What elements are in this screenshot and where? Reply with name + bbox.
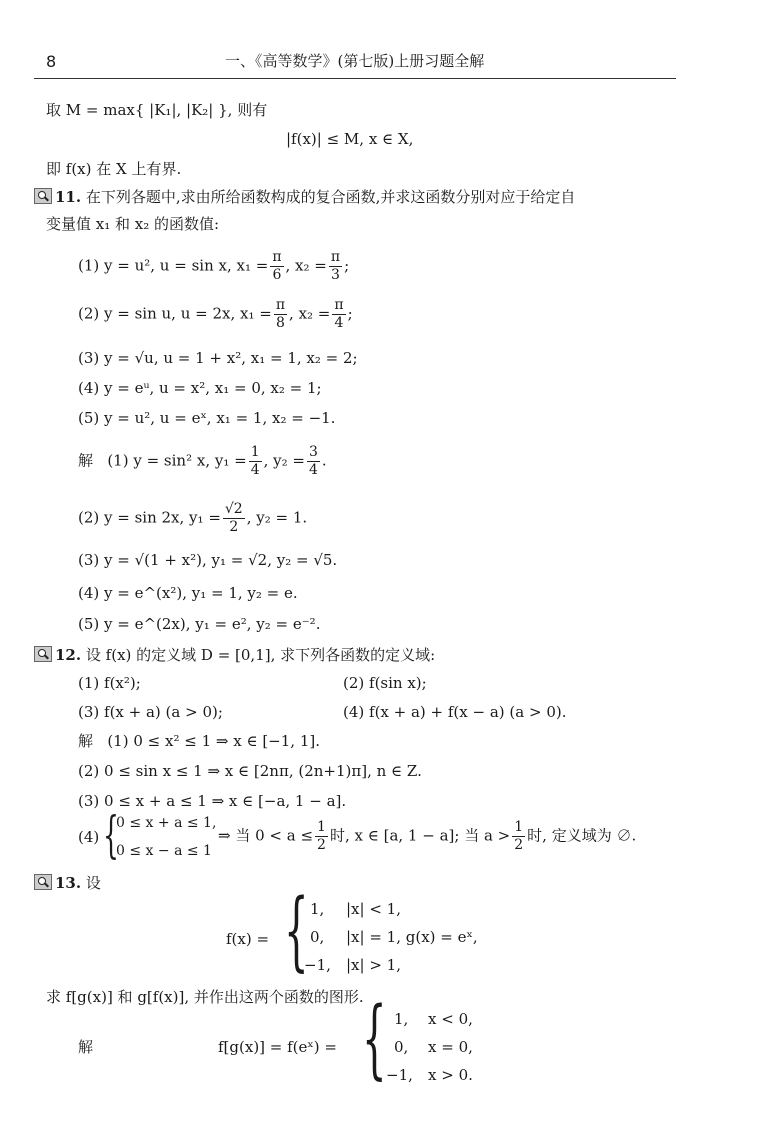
ex13-task: 求 f[g(x)] 和 g[f(x)], 并作出这两个函数的图形. <box>46 988 364 1006</box>
case-1-cond: |x| < 1, <box>346 900 401 918</box>
solution-label: 解 <box>78 732 94 750</box>
left-brace: { <box>284 881 309 981</box>
case-1-value: 1, <box>310 900 325 918</box>
ex12-item-2: (2) f(sin x); <box>343 674 427 692</box>
exercise-13-question: 13. 设 <box>34 874 101 891</box>
header-rule <box>34 78 676 79</box>
ex11-solution-4: (4) y = e^(x²), y₁ = 1, y₂ = e. <box>78 584 298 602</box>
sol-case-3-cond: x > 0. <box>428 1066 473 1084</box>
piecewise-lhs: f(x) = <box>226 930 270 948</box>
ex11-item-2: (2) y = sin u, u = 2x, x₁ = $\frac{\pi}{8}$ , x₂ = $\frac{\pi}{4}$ ; <box>78 297 353 331</box>
solution-label: 解 <box>78 451 94 470</box>
exercise-12-question: 12. 设 f(x) 的定义域 D = [0,1], 求下列各函数的定义域: <box>34 646 435 663</box>
ex12-solution-1: 解 (1) 0 ≤ x² ≤ 1 ⇒ x ∈ [−1, 1]. <box>78 732 320 750</box>
ex12-solution-2: (2) 0 ≤ sin x ≤ 1 ⇒ x ∈ [2nπ, (2n+1)π], n ∈ Z. <box>78 762 422 780</box>
solution-lhs: f[g(x)] = f(eˣ) = <box>218 1038 337 1056</box>
ex11-solution-2: (2) y = sin 2x, y₁ = $\frac{√2}{2}$ , y₂ = 1. <box>78 501 308 535</box>
exercise-number: 12. <box>55 646 82 664</box>
ex12-solution-3: (3) 0 ≤ x + a ≤ 1 ⇒ x ∈ [−a, 1 − a]. <box>78 792 347 810</box>
magnifier-icon <box>34 646 52 662</box>
sol-case-1-value: 1, <box>394 1010 409 1028</box>
magnifier-icon <box>34 188 52 204</box>
left-brace: { <box>103 806 119 864</box>
ex11-item-5: (5) y = u², u = eˣ, x₁ = 1, x₂ = −1. <box>78 409 336 427</box>
case-2-cond: |x| = 1, g(x) = eˣ, <box>346 928 478 946</box>
case-3-cond: |x| > 1, <box>346 956 401 974</box>
ex11-item-4: (4) y = eᵘ, u = x², x₁ = 0, x₂ = 1; <box>78 379 322 397</box>
sol-case-2-cond: x = 0, <box>428 1038 473 1056</box>
case-3-value: −1, <box>304 956 331 974</box>
system-row-2: 0 ≤ x − a ≤ 1 <box>116 843 212 859</box>
ex11-solution-3: (3) y = √(1 + x²), y₁ = √2, y₂ = √5. <box>78 551 338 569</box>
intro-inequality: |f(x)| ≤ M, x ∈ X, <box>286 130 414 148</box>
running-header: 一、《高等数学》(第七版)上册习题全解 <box>225 52 485 70</box>
ex12-item-1: (1) f(x²); <box>78 674 141 692</box>
solution-label: 解 <box>78 1038 94 1056</box>
ex12-item-4: (4) f(x + a) + f(x − a) (a > 0). <box>343 703 567 721</box>
question-text: 在下列各题中,求由所给函数构成的复合函数,并求这函数分别对应于给定自 <box>85 188 576 206</box>
system-row-1: 0 ≤ x + a ≤ 1, <box>116 815 217 831</box>
sol-case-3-value: −1, <box>386 1066 413 1084</box>
intro-line-3: 即 f(x) 在 X 上有界. <box>46 160 182 178</box>
case-2-value: 0, <box>310 928 325 946</box>
sol-case-2-value: 0, <box>394 1038 409 1056</box>
intro-line-1: 取 M = max{ |K₁|, |K₂| }, 则有 <box>46 101 268 119</box>
ex12-solution-4-text: ⇒ 当 0 < a ≤ $\frac{1}{2}$ 时, x ∈ [a, 1 − a]; 当 a > $\frac{1}{2}$ 时, 定义域为 ∅. <box>218 819 637 853</box>
exercise-11-question <box>34 188 575 205</box>
page-number: 8 <box>46 52 57 71</box>
left-brace: { <box>362 989 387 1089</box>
ex12-solution-4-label: (4) <box>78 828 100 846</box>
question-text-2: 变量值 x₁ 和 x₂ 的函数值: <box>46 215 220 233</box>
exercise-number: 13. <box>55 874 82 892</box>
ex12-item-3: (3) f(x + a) (a > 0); <box>78 703 223 721</box>
ex11-item-1: (1) y = u², u = sin x, x₁ = $\frac{\pi}{6}$ , x₂ = $\frac{\pi}{3}$ ; <box>78 249 350 283</box>
ex11-solution-1: 解 (1) y = sin² x, y₁ = $\frac{1}{4}$ , y₂ = $\frac{3}{4}$ . <box>78 444 327 478</box>
magnifier-icon <box>34 874 52 890</box>
sol-case-1-cond: x < 0, <box>428 1010 473 1028</box>
exercise-number: 11. <box>55 188 82 206</box>
ex11-item-3: (3) y = √u, u = 1 + x², x₁ = 1, x₂ = 2; <box>78 349 358 367</box>
ex11-solution-5: (5) y = e^(2x), y₁ = e², y₂ = e⁻². <box>78 615 321 633</box>
